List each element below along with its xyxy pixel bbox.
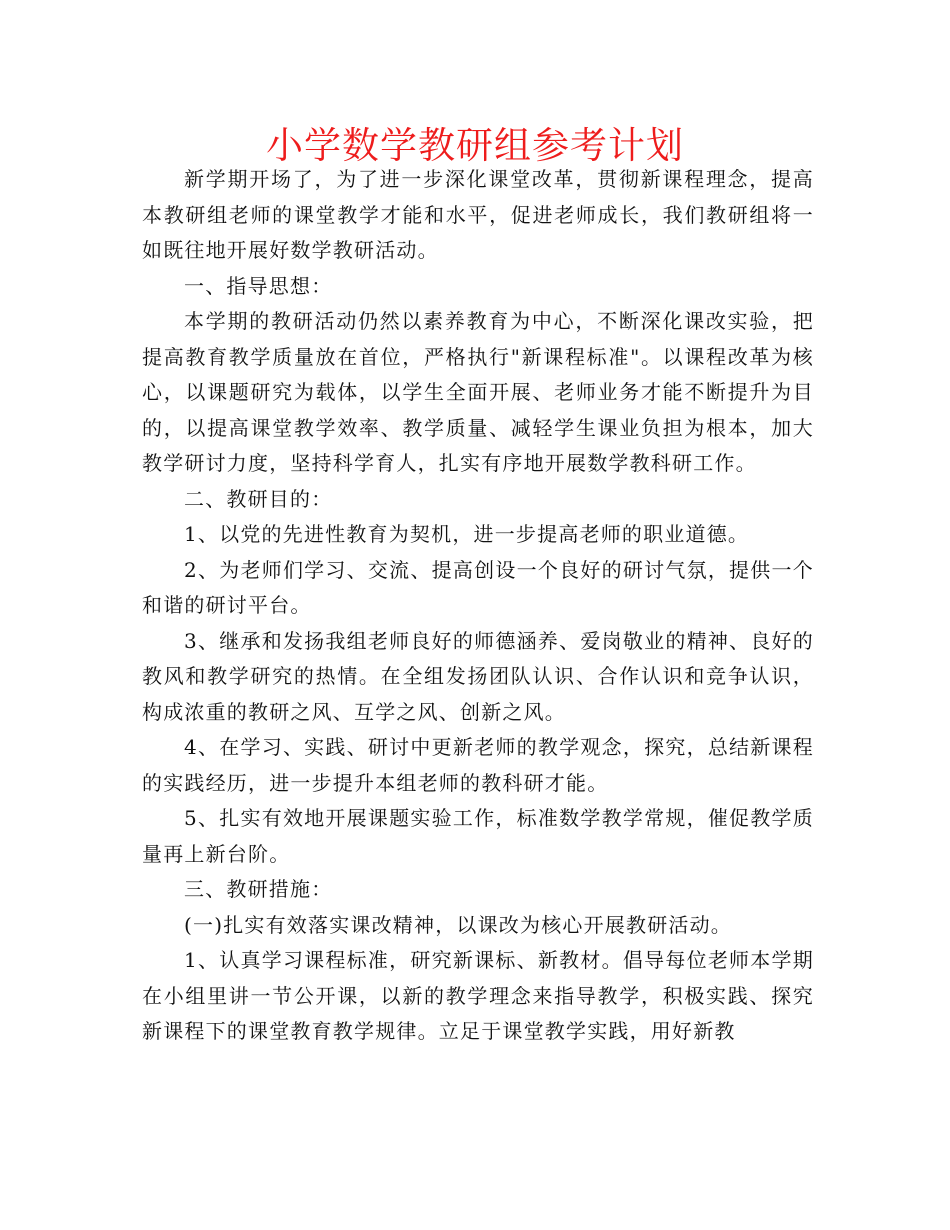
heading-guiding-thought: 一、指导思想： (184, 273, 333, 298)
document-body (142, 162, 814, 1050)
document-title: 小学数学教研组参考计划 (266, 124, 684, 167)
goal-item-5: 5、扎实有效地开展课题实验工作，标准数学教学常规，催促教学质量再上新台阶。 (142, 806, 814, 866)
measure-item-1: 1、认真学习课程标准，研究新课标、新教材。倡导每位老师本学期在小组里讲一节公开课，以新的教学理念来指导教学，积极实践、探究新课程下的课堂教育教学规律。立足于课堂教学实践，用好新教 (142, 948, 814, 1043)
goal-item-2: 2、为老师们学习、交流、提高创设一个良好的研讨气氛，提供一个和谐的研讨平台。 (142, 557, 814, 617)
goal-item-1: 1、以党的先进性教育为契机，进一步提高老师的职业道德。 (184, 522, 750, 546)
paragraph-intro: 新学期开场了，为了进一步深化课堂改革，贯彻新课程理念，提高本教研组老师的课堂教学才能和水平，促进老师成长，我们教研组将一如既往地开展好数学教研活动。 (142, 167, 814, 262)
goal-item-3: 3、继承和发扬我组老师良好的师德涵养、爱岗敬业的精神、良好的教风和教学研究的热情。在全组发扬团队认识、合作认识和竞争认识，构成浓重的教研之风、互学之风、创新之风。 (142, 628, 814, 724)
heading-research-measures: 三、教研措施： (184, 877, 333, 901)
heading-research-goals: 二、教研目的： (184, 486, 333, 511)
goal-item-4: 4、在学习、实践、研讨中更新老师的教学观念，探究，总结新课程的实践经历，进一步提升本组老师的教科研才能。 (142, 735, 814, 795)
paragraph-guiding-thought: 本学期的教研活动仍然以素养教育为中心，不断深化课改实验，把提高教育教学质量放在首位，严格执行"新课程标准"。以课程改革为核心，以课题研究为载体，以学生全面开展、老师业务才能不断提升为目的，以提高课堂教学效率、教学质量、减轻学生课业负担为根本，加大教学研讨力度，坚持科学育人，扎实有序地开展数学教科研工作。 (142, 309, 814, 475)
measure-subheading-1: (一)扎实有效落实课改精神，以课改为核心开展教研活动。 (184, 912, 733, 937)
